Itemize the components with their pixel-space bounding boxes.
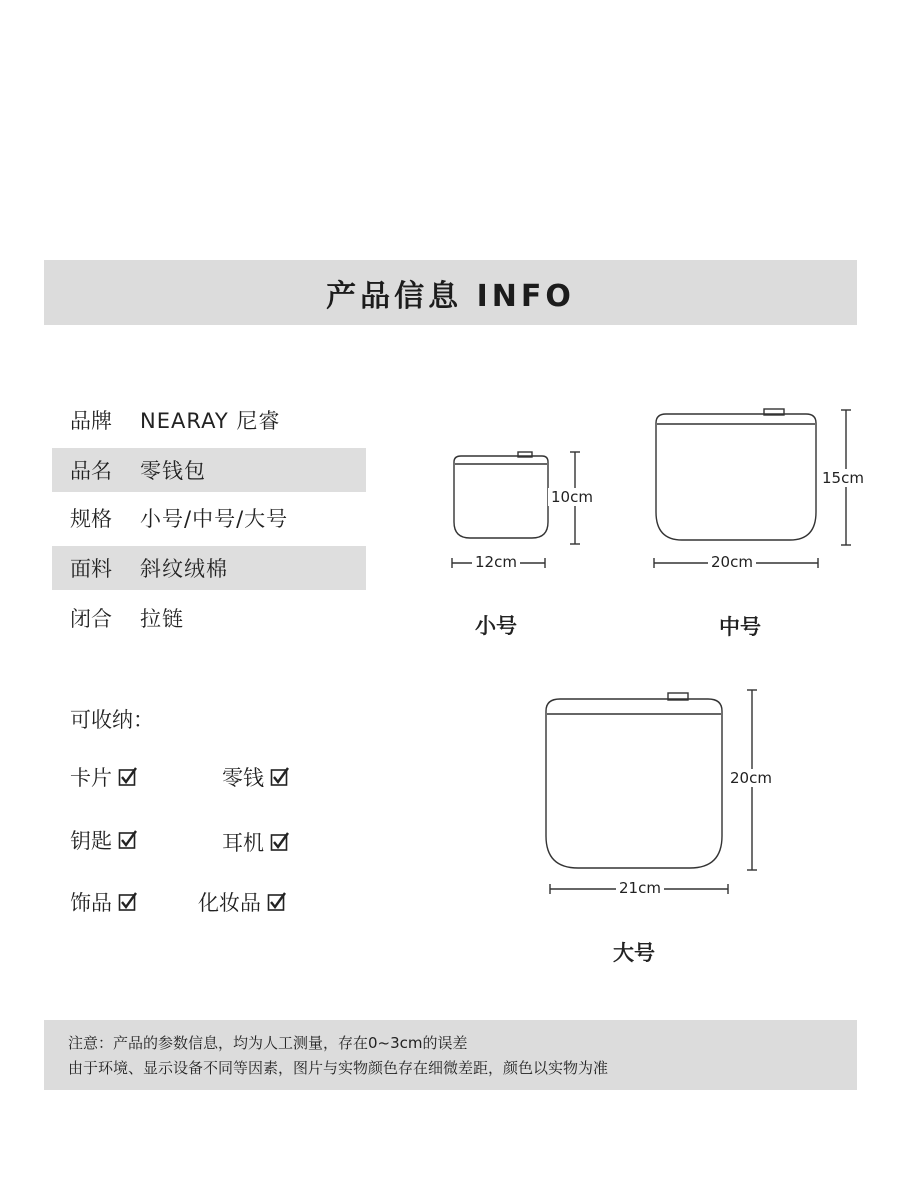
spec-value: 拉链 <box>140 607 184 631</box>
spec-label: 闭合 <box>70 607 112 631</box>
note-line-1: 注意：产品的参数信息，均为人工测量，存在0~3cm的误差 <box>68 1034 468 1052</box>
medium-pouch-outline <box>656 414 816 540</box>
size-name-medium: 中号 <box>719 615 761 639</box>
disclaimer-note <box>44 1020 857 1090</box>
storage-item-keys: 钥匙 <box>70 825 138 855</box>
page-title: 产品信息 INFO <box>326 278 575 314</box>
storage-item-cosmetics: 化妆品 <box>198 887 287 917</box>
small-pouch-outline <box>454 456 548 538</box>
medium-height-label: 15cm <box>819 469 867 487</box>
medium-width-label: 20cm <box>708 553 756 571</box>
storage-item-card: 卡片 <box>70 762 138 792</box>
storage-item-earphones: 耳机 <box>222 827 290 857</box>
spec-label: 品牌 <box>70 409 112 433</box>
small-height-label: 10cm <box>548 488 596 506</box>
small-width-label: 12cm <box>472 553 520 571</box>
spec-value: 零钱包 <box>140 459 206 483</box>
storage-item-coins: 零钱 <box>222 762 290 792</box>
spec-label: 规格 <box>70 507 112 531</box>
spec-label: 品名 <box>70 459 112 483</box>
spec-value: 斜纹绒棉 <box>140 557 228 581</box>
spec-value: NEARAY 尼睿 <box>140 409 281 433</box>
size-name-small: 小号 <box>475 614 517 638</box>
large-pouch-outline <box>546 699 722 868</box>
spec-label: 面料 <box>70 557 112 581</box>
size-name-large: 大号 <box>613 941 655 965</box>
large-width-label: 21cm <box>616 879 664 897</box>
note-line-2: 由于环境、显示设备不同等因素，图片与实物颜色存在细微差距，颜色以实物为准 <box>68 1059 609 1077</box>
spec-value: 小号/中号/大号 <box>140 507 289 531</box>
large-height-label: 20cm <box>727 769 775 787</box>
storage-item-jewelry: 饰品 <box>70 887 138 917</box>
storage-title: 可收纳： <box>70 708 154 732</box>
